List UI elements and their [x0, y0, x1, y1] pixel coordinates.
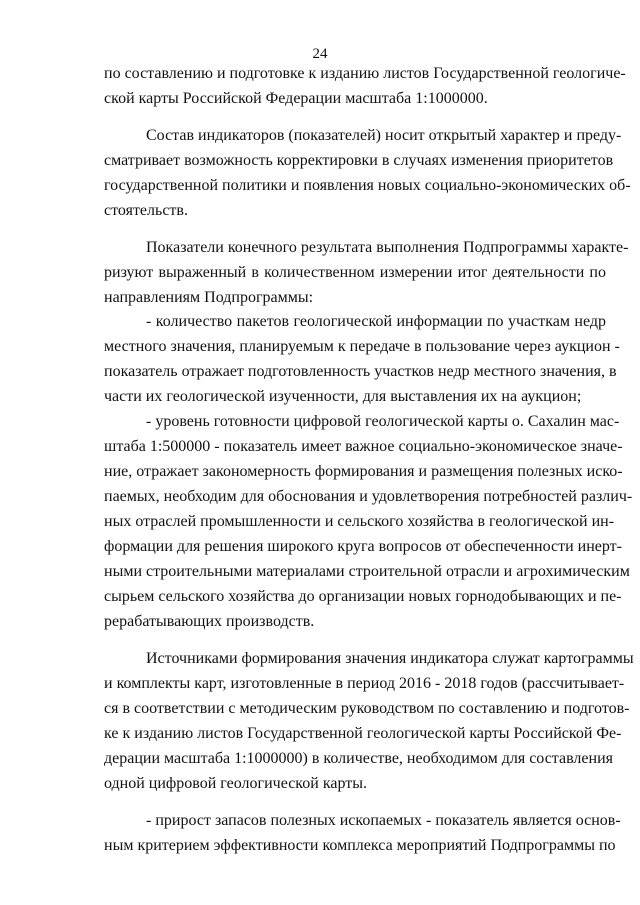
paragraph-first-line: Показатели конечного результата выполнения Подпрограммы характе- [146, 239, 629, 256]
text-line: формации для решения широкого круга вопросов от обеспеченности инерт- [104, 538, 622, 555]
text-line: сматривает возможность корректировки в случаях изменения приоритетов [104, 152, 614, 169]
text-line: стоятельств. [104, 202, 188, 219]
paragraph-first-line: Состав индикаторов (показателей) носит открытый характер и преду- [146, 127, 622, 144]
text-line: одной цифровой геологической карты. [104, 775, 367, 792]
text-line: ными строительными материалами строительной отрасли и агрохимическим [104, 563, 630, 580]
text-line: местного значения, планируемым к передаче в пользование через аукцион - [104, 338, 620, 355]
text-line: ным критерием эффективности комплекса мероприятий Подпрограммы по [104, 837, 616, 854]
text-line: ризуют выраженный в количественном измерении итог деятельности по [104, 264, 606, 281]
text-line: дерации масштаба 1:1000000) в количестве, необходимом для составления [104, 750, 613, 767]
paragraph-first-line: Источниками формирования значения индикатора служат картограммы [146, 650, 634, 667]
text-line: ся в соответствии с методическим руководством по составлению и подготов- [104, 700, 630, 717]
text-line: по составлению и подготовке к изданию листов Государственной геологиче- [104, 65, 626, 82]
text-line: и комплекты карт, изготовленные в период 2016 - 2018 годов (рассчитывает- [104, 675, 625, 692]
page-number: 24 [312, 46, 328, 62]
list-item-first-line: - уровень готовности цифровой геологической карты о. Сахалин мас- [146, 413, 620, 430]
list-item-first-line: - количество пакетов геологической информации по участкам недр [146, 313, 606, 330]
text-line: штаба 1:500000 - показатель имеет важное социально-экономическое значе- [104, 438, 623, 455]
text-line: ние, отражает закономерность формирования и размещения полезных иско- [104, 463, 623, 480]
text-line: ных отраслей промышленности и сельского хозяйства в геологической ин- [104, 513, 615, 530]
text-line: ке к изданию листов Государственной геологической карты Российской Фе- [104, 725, 622, 742]
text-line: паемых, необходим для обоснования и удовлетворения потребностей различ- [104, 488, 633, 505]
text-line: рерабатывающих производств. [104, 613, 315, 630]
text-line: государственной политики и появления новых социально-экономических об- [104, 177, 631, 194]
text-line: части их геологической изученности, для выставления их на аукцион; [104, 388, 582, 405]
text-line: направлениям Подпрограммы: [104, 289, 314, 306]
text-line: ской карты Российской Федерации масштаба 1:1000000. [104, 90, 488, 107]
list-item-first-line: - прирост запасов полезных ископаемых - показатель является основ- [146, 812, 621, 829]
text-line: сырьем сельского хозяйства до организации новых горнодобывающих и пе- [104, 588, 622, 605]
text-line: показатель отражает подготовленность участков недр местного значения, в [104, 363, 617, 380]
